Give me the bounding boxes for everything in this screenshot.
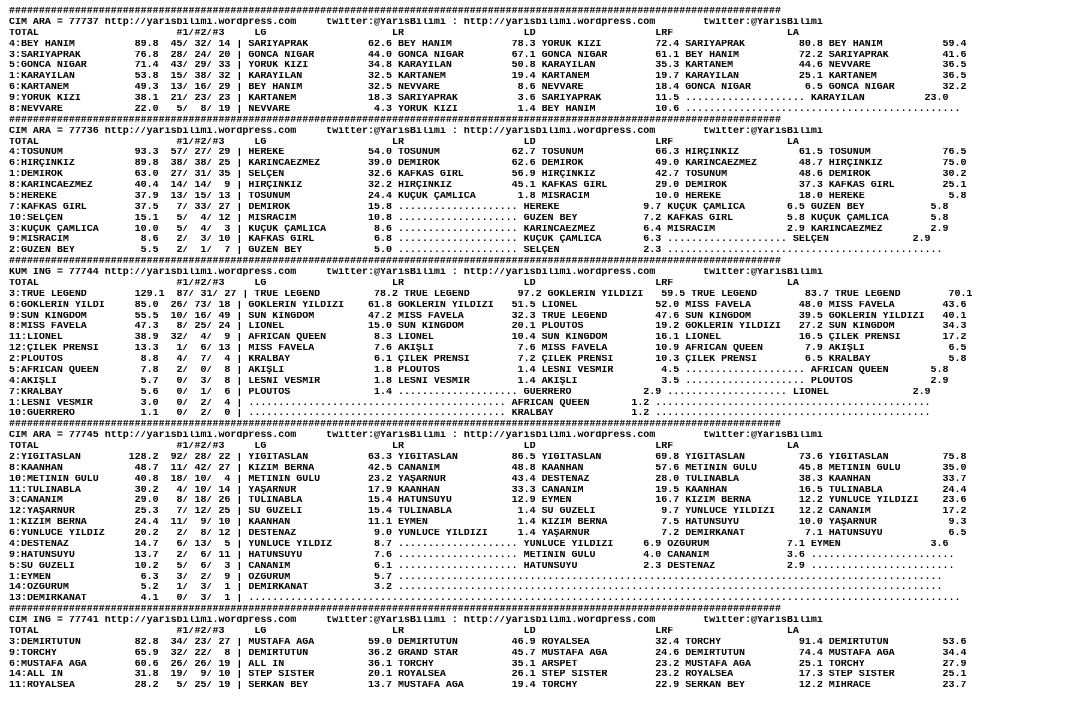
runner-row: 1:EYMEN 6.3 3/ 2/ 9 | ÖZGÜRÜM 5.7 ........................................................................................... (9, 572, 943, 583)
runner-row: 8:KAANHAN 48.7 11/ 42/ 27 | KIZIM BERNA 42.5 CANANIM 48.8 KAANHAN 57.6 METININ GÜLÜ 45.8 METININ GÜLÜ 35.0 (9, 463, 967, 474)
separator-line: ################################################################################################################################# (9, 115, 781, 126)
runner-row: 3:CANANIM 29.0 8/ 18/ 26 | TÜLINABLA 15.4 HATUNSUYU 12.9 EYMEN 16.7 KIZIM BERNA 12.2 YÜNLÜCE YILDIZI 23.6 (9, 496, 967, 507)
runner-row: 6:GÖKLERIN YILDI 85.0 26/ 73/ 18 | GÖKLERIN YILDIZI 61.8 GÖKLERIN YILDIZI 51.5 LIONEL 52.0 MISS FAVELA 48.0 MISS FAVELA 43.6 (9, 300, 967, 311)
runner-row: 2:PLOUTOS 8.8 4/ 7/ 4 | KRALBAY 6.1 ÇILEK PRENSI 7.2 ÇILEK PRENSI 10.3 ÇILEK PRENSI 6.5 KRALBAY 5.8 (9, 355, 967, 365)
runner-row: 1:DEMIROK 63.0 27/ 31/ 35 | SELÇEN 32.6 KAFKAS GIRL 56.9 HIRÇINKIZ 42.7 TOSUNUM 48.6 DEMIROK 30.2 (9, 170, 967, 181)
race-header-line: CIM ARA = 77745 http://yarisbilimi.wordpress.com twitter:@YarisBilimi : http://yarisbilimi.wordpress.com twitter:@YarisBilimi (9, 431, 823, 442)
runner-row: 10:METININ GÜLÜ 40.8 18/ 10/ 4 | METININ GÜLÜ 23.2 YAŞARNUR 43.4 DESTENAZ 28.0 TÜLINABLA 38.3 KAANHAN 33.7 (9, 474, 967, 485)
separator-line: ################################################################################################################################# (9, 605, 781, 616)
runner-row: 9:HATUNSUYU 13.7 2/ 6/ 11 | HATUNSUYU 7.6 .................... METININ GÜLÜ 4.0 CANANIM 3.6 ........................ (9, 550, 955, 561)
runner-row: 7:KRALBAY 5.6 0/ 1/ 6 | PLOUTOS 1.4 .................... GUERRERO 2.9 .................... LIONEL 2.9 (9, 387, 931, 398)
runner-row: 2:GÜZEN BEY 5.5 2/ 1/ 7 | GÜZEN BEY 5.0 .................... SELÇEN 2.3 .............................................. (9, 246, 943, 257)
runner-row: 8:MISS FAVELA 47.3 8/ 25/ 24 | LIONEL 15.0 SUN KINGDOM 20.1 PLOUTOS 19.2 GÖKLERIN YILDIZI 27.2 SUN KINGDOM 34.3 (9, 322, 967, 333)
column-header-line: TOTAL #1/#2/#3 LG LR LD LRF LA (9, 626, 799, 637)
runner-row: 3:SARIYAPRAK 76.8 28/ 24/ 20 | GONCA NIGAR 44.0 GONCA NIGAR 67.1 GONCA NIGAR 61.1 BEY HANIM 72.2 SARIYAPRAK 41.6 (9, 50, 967, 61)
runner-row: 14:ÖZGÜRÜM 5.2 1/ 3/ 1 | DEMIRKANAT 3.2 ........................................................................................... (9, 583, 943, 594)
runner-row: 9:MISRACIM 8.6 2/ 3/ 10 | KAFKAS GIRL 6.8 .................... KÜÇÜK ÇAMLICA 6.3 .................... SELÇEN 2.9 (9, 235, 931, 246)
runner-row: 6:MUSTAFA AGA 60.6 26/ 26/ 19 | ALL IN 36.1 TORCHY 35.1 ARSPET 23.2 MUSTAFA AGA 25.1 TORCHY 27.9 (9, 659, 967, 670)
report-sheet (9, 7, 1075, 692)
race-header-line: KUM ING = 77744 http://yarisbilimi.wordpress.com twitter:@YarisBilimi : http://yarisbilimi.wordpress.com twitter:@YarisBilimi (9, 268, 823, 278)
runner-row: 4:TOSUNUM 93.3 57/ 27/ 29 | HEREKE 54.0 TOSUNUM 62.7 TOSUNUM 66.3 HIRÇINKIZ 61.5 TOSUNUM 76.5 (9, 148, 967, 159)
column-header-line: TOTAL #1/#2/#3 LG LR LD LRF LA (9, 278, 799, 289)
race-header-line: CIM ING = 77741 http://yarisbilimi.wordpress.com twitter:@YarisBilimi : http://yarisbilimi.wordpress.com twitter:@YarisBilimi (9, 616, 823, 626)
runner-row: 1:KARAYILAN 53.8 15/ 38/ 32 | KARAYILAN 32.5 KARTANEM 19.4 KARTANEM 19.7 KARAYILAN 25.1 KARTANEM 36.5 (9, 72, 967, 83)
runner-row: 4:DESTENAZ 14.7 6/ 13/ 5 | YÜNLÜCE YILDIZ 8.7 .................... YÜNLÜCE YILDIZI 6.9 ÖZGÜRÜM 7.1 EYMEN 3.6 (9, 539, 949, 550)
runner-row: 10:GUERRERO 1.1 0/ 2/ 0 | ........................................... KRALBAY 1.2 .............................................. (9, 409, 931, 420)
race-header-line: CIM ARA = 77737 http://yarisbilimi.wordpress.com twitter:@YarisBilimi : http://yarisbilimi.wordpress.com twitter:@YarisBilimi (9, 17, 823, 28)
runner-row: 8:KARINCAEZMEZ 40.4 14/ 14/ 9 | HIRÇINKIZ 32.2 HIRÇINKIZ 45.1 KAFKAS GIRL 29.0 DEMIROK 37.3 KAFKAS GIRL 25.1 (9, 181, 967, 191)
race-header-line: CIM ARA = 77736 http://yarisbilimi.wordpress.com twitter:@YarisBilimi : http://yarisbilimi.wordpress.com twitter:@YarisBilimi (9, 126, 823, 137)
runner-row: 6:HIRÇINKIZ 89.8 38/ 38/ 25 | KARINCAEZMEZ 39.0 DEMIROK 62.6 DEMIROK 49.0 KARINCAEZMEZ 48.7 HIRÇINKIZ 75.0 (9, 159, 967, 170)
runner-row: 5:AFRICAN QUEEN 7.8 2/ 0/ 8 | AKIŞLI 1.8 PLOUTOS 1.4 LESNI VESMIR 4.5 .................... AFRICAN QUEEN 5.8 (9, 365, 949, 376)
runner-row: 6:YÜNLÜCE YILDIZ 20.2 2/ 8/ 12 | DESTENAZ 9.0 YÜNLÜCE YILDIZI 1.4 YAŞARNUR 7.2 DEMIRKANAT 7.1 HATUNSUYU 6.5 (9, 529, 967, 539)
runner-row: 13:DEMIRKANAT 4.1 0/ 3/ 1 | ....................................................................................................................... (9, 594, 961, 605)
separator-line: ################################################################################################################################# (9, 257, 781, 268)
runner-row: 7:KAFKAS GIRL 37.5 7/ 33/ 27 | DEMIROK 15.8 .................... HEREKE 9.7 KÜÇÜK ÇAMLICA 6.5 GÜZEN BEY 5.8 (9, 202, 949, 213)
runner-row: 3:DEMIRTÜTÜN 82.8 34/ 23/ 27 | MUSTAFA AGA 59.0 DEMIRTÜTÜN 46.9 ROYALSEA 32.4 TORCHY 91.4 DEMIRTÜTÜN 53.6 (9, 637, 967, 648)
runner-row: 12:YAŞARNUR 25.3 7/ 12/ 25 | SU GÜZELI 15.4 TÜLINABLA 1.4 SU GÜZELI 9.7 YÜNLÜCE YILDIZI 12.2 CANANIM 17.2 (9, 507, 967, 518)
column-header-line: TOTAL #1/#2/#3 LG LR LD LRF LA (9, 137, 799, 148)
runner-row: 1:KIZIM BERNA 24.4 11/ 9/ 10 | KAANHAN 11.1 EYMEN 1.4 KIZIM BERNA 7.5 HATUNSUYU 10.0 YAŞARNUR 9.3 (9, 518, 967, 529)
column-header-line: TOTAL #1/#2/#3 LG LR LD LRF LA (9, 28, 799, 39)
runner-row: 5:GONCA NIGAR 71.4 43/ 29/ 33 | YÖRÜK KIZI 34.8 KARAYILAN 50.8 KARAYILAN 35.3 KARTANEM 44.6 NEVVARE 36.5 (9, 61, 967, 72)
runner-row: 5:SU GÜZELI 10.2 5/ 6/ 3 | CANANIM 6.1 .................... HATUNSUYU 2.3 DESTENAZ 2.9 ........................ (9, 561, 955, 572)
runner-row: 11:ROYALSEA 28.2 5/ 25/ 19 | SERKAN BEY 13.7 MUSTAFA AGA 19.4 TORCHY 22.9 SERKAN BEY 12.2 MIHRACE 23.7 (9, 681, 967, 692)
runner-row: 4:BEY HANIM 89.8 45/ 32/ 14 | SARIYAPRAK 62.6 BEY HANIM 78.3 YÖRÜK KIZI 72.4 SARIYAPRAK 80.8 BEY HANIM 59.4 (9, 39, 967, 50)
runner-row: 1:LESNI VESMIR 3.0 0/ 2/ 4 | ........................................... AFRICAN QUEEN 1.2 .............................................. (9, 398, 931, 409)
runner-row: 14:ALL IN 31.8 19/ 9/ 10 | STEP SISTER 20.1 ROYALSEA 26.1 STEP SISTER 23.2 ROYALSEA 17.3 STEP SISTER 25.1 (9, 670, 967, 681)
runner-row: 10:SELÇEN 15.1 5/ 4/ 12 | MISRACIM 10.8 .................... GÜZEN BEY 7.2 KAFKAS GIRL 5.8 KÜÇÜK ÇAMLICA 5.8 (9, 213, 949, 224)
separator-line: ################################################################################################################################# (9, 420, 781, 431)
runner-row: 8:NEVVARE 22.0 5/ 8/ 19 | NEVVARE 4.3 YÖRÜK KIZI 1.4 BEY HANIM 10.6 .............................................. (9, 104, 961, 115)
runner-row: 6:KARTANEM 49.3 13/ 16/ 29 | BEY HANIM 32.5 NEVVARE 8.6 NEVVARE 18.4 GONCA NIGAR 6.5 GONCA NIGAR 32.2 (9, 83, 967, 94)
runner-row: 12:ÇILEK PRENSI 13.3 1/ 6/ 13 | MISS FAVELA 7.6 AKIŞLI 7.6 MISS FAVELA 10.9 AFRICAN QUEEN 7.9 AKIŞLI 6.5 (9, 344, 967, 355)
runner-row: 9:TORCHY 65.9 32/ 22/ 8 | DEMIRTÜTÜN 36.2 GRAND STAR 45.7 MUSTAFA AGA 24.6 DEMIRTÜTÜN 74.4 MUSTAFA AGA 34.4 (9, 648, 967, 659)
runner-row: 11:TÜLINABLA 30.2 4/ 10/ 14 | YAŞARNUR 17.9 KAANHAN 33.3 CANANIM 19.5 KAANHAN 16.5 TÜLINABLA 24.4 (9, 485, 967, 496)
runner-row: 4:AKIŞLI 5.7 0/ 3/ 8 | LESNI VESMIR 1.8 LESNI VESMIR 1.4 AKIŞLI 3.5 .................... PLOUTOS 2.9 (9, 376, 949, 387)
runner-row: 3:TRUE LEGEND 129.1 87/ 31/ 27 | TRUE LEGEND 78.2 TRUE LEGEND 97.2 GÖKLERIN YILDIZI 59.5 TRUE LEGEND 83.7 TRUE LEGEND 70.1 (9, 289, 973, 300)
runner-row: 11:LIONEL 38.9 32/ 4/ 9 | AFRICAN QUEEN 8.3 LIONEL 10.4 SUN KINGDOM 16.1 LIONEL 16.5 ÇILEK PRENSI 17.2 (9, 333, 967, 344)
runner-row: 2:YIĞITASLAN 128.2 92/ 28/ 22 | YIĞITASLAN 63.3 YIĞITASLAN 86.5 YIĞITASLAN 69.8 YIĞITASLAN 73.6 YIĞITASLAN 75.8 (9, 452, 967, 463)
runner-row: 9:YÖRÜK KIZI 38.1 21/ 23/ 23 | KARTANEM 18.3 SARIYAPRAK 3.6 SARIYAPRAK 11.5 .................... KARAYILAN 23.0 (9, 94, 949, 104)
runner-row: 5:HEREKE 37.9 13/ 15/ 13 | TOSUNUM 24.4 KÜÇÜK ÇAMLICA 1.8 MISRACIM 10.0 HEREKE 18.0 HEREKE 5.8 (9, 191, 967, 202)
runner-row: 3:KÜÇÜK ÇAMLICA 10.0 5/ 4/ 3 | KÜÇÜK ÇAMLICA 8.6 .................... KARINCAEZMEZ 6.4 MISRACIM 2.9 KARINCAEZMEZ 2.9 (9, 224, 949, 235)
separator-line: ################################################################################################################################# (9, 7, 781, 17)
runner-row: 9:SUN KINGDOM 55.5 10/ 16/ 49 | SUN KINGDOM 47.2 MISS FAVELA 32.3 TRUE LEGEND 47.6 SUN KINGDOM 39.5 GÖKLERIN YILDIZI 40.1 (9, 311, 967, 322)
column-header-line: TOTAL #1/#2/#3 LG LR LD LRF LA (9, 442, 799, 452)
